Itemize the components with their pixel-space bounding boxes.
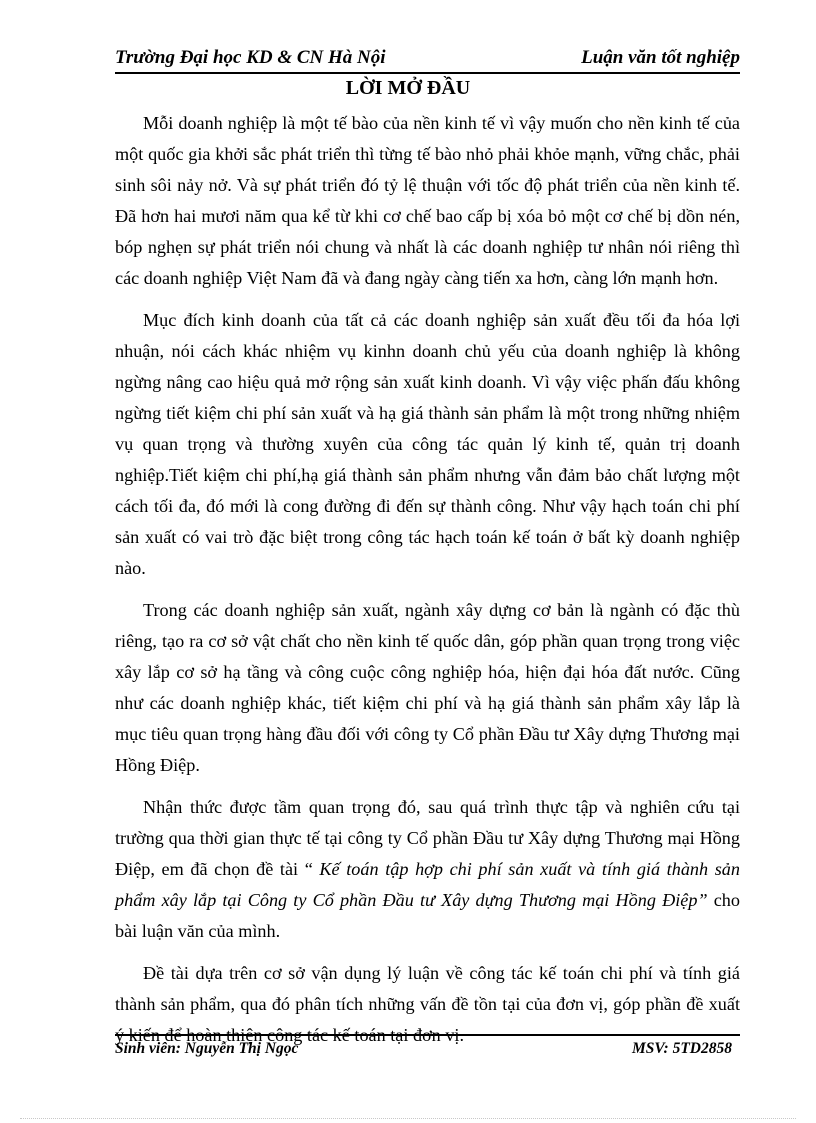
- document-type: Luận văn tốt nghiệp: [581, 47, 740, 68]
- page-header: [115, 44, 740, 74]
- paragraph-4-ending: cho bài luận văn của mình.: [115, 890, 740, 941]
- paragraph-5: Đề tài dựa trên cơ sở vận dụng lý luận về công tác kế toán chi phí và tính giá thành sản phẩm, qua đó phân tích những vấn đề tồn tại của đơn vị, góp phần đề xuất ý kiến để hoàn thiện công tác kế toán tại đơn vị.: [115, 963, 740, 1045]
- paragraph-4-intro: Nhận thức được tầm quan trọng đó, sau quá trình thực tập và nghiên cứu tại trường qua thời gian thực tế tại công ty Cổ phần Đầu tư Xây dựng Thương mại Hồng Điệp, em đã chọn đề tài “: [115, 797, 740, 879]
- page-edge-divider: [20, 1118, 796, 1119]
- student-id: MSV: 5TD2858: [631, 1040, 732, 1057]
- thesis-topic: Kế toán tập hợp chi phí sản xuất và tính giá thành sản phẩm xây lắp tại Công ty Cổ phần Đầu tư Xây dựng Thương mại Hồng Điệp”: [115, 859, 740, 910]
- body-text: [115, 108, 740, 1045]
- paragraph-3: Trong các doanh nghiệp sản xuất, ngành xây dựng cơ bản là ngành có đặc thù riêng, tạo ra cơ sở vật chất cho nền kinh tế quốc dân, góp phần quan trọng trong việc xây lắp cơ sở hạ tầng và công cuộc công nghiệp hóa, hiện đại hóa đất nước. Cũng như các doanh nghiệp khác, tiết kiệm chi phí và hạ giá thành sản phẩm xây lắp là mục tiêu quan trọng hàng đầu đối với công ty Cổ phần Đầu tư Xây dựng Thương mại Hồng Điệp.: [115, 600, 740, 775]
- paragraph-4: [115, 792, 740, 947]
- page-title: LỜI MỞ ĐẦU: [345, 77, 471, 99]
- paragraph-1: Mỗi doanh nghiệp là một tế bào của nền kinh tế vì vậy muốn cho nền kinh tế của một quốc gia khởi sắc phát triển thì từng tế bào nhỏ phải khỏe mạnh, vững chắc, phải sinh sôi nảy nở. Và sự phát triển đó tỷ lệ thuận với tốc độ phát triển của nền kinh tế. Đã hơn hai mươi năm qua kể từ khi cơ chế bao cấp bị xóa bỏ một cơ chế bị dồn nén, bóp nghẹn sự phát triển nói chung và nhất là các doanh nghiệp tư nhân nói riêng thì các doanh nghiệp Việt Nam đã và đang ngày càng tiến xa hơn, càng lớn mạnh hơn.: [115, 113, 740, 288]
- page-footer: [115, 1040, 740, 1062]
- student-name: Sinh viên: Nguyễn Thị Ngọc: [115, 1040, 299, 1057]
- paragraph-2: Mục đích kinh doanh của tất cả các doanh nghiệp sản xuất đều tối đa hóa lợi nhuận, nói cách khác nhiệm vụ kinhn doanh chủ yếu của doanh nghiệp là không ngừng nâng cao hiệu quả mở rộng sản xuất kinh doanh. Vì vậy việc phấn đấu không ngừng tiết kiệm chi phí sản xuất và hạ giá thành sản phẩm là một trong những nhiệm vụ quan trọng và thường xuyên của công tác quản lý kinh tế, quản trị doanh nghiệp.Tiết kiệm chi phí,hạ giá thành sản phẩm nhưng vẫn đảm bảo chất lượng một cách tối đa, đó mới là cong đường đi đến sự thành công. Như vậy hạch toán chi phí sản xuất có vai trò đặc biệt trong công tác hạch toán kế toán ở bất kỳ doanh nghiệp nào.: [115, 310, 740, 578]
- school-name: Trường Đại học KD & CN Hà Nội: [115, 47, 386, 68]
- footer-divider: [115, 1034, 740, 1036]
